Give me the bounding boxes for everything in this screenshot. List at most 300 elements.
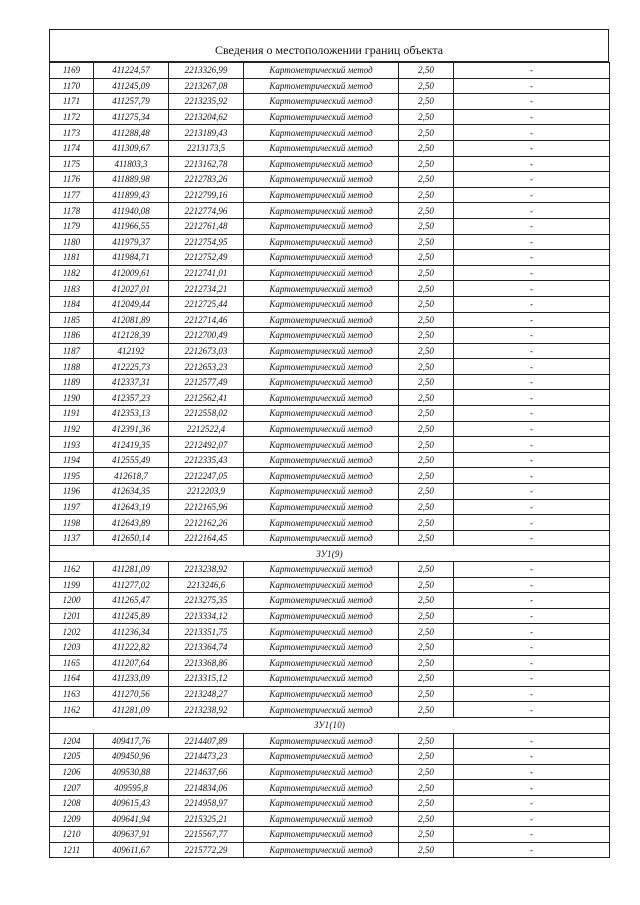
point-number: 1194 — [50, 452, 94, 468]
table-row — [50, 515, 610, 531]
method: Картометрический метод — [244, 499, 399, 515]
description-dash: - — [454, 281, 610, 297]
point-number: 1197 — [50, 499, 94, 515]
table-row — [50, 172, 610, 188]
point-number: 1191 — [50, 406, 94, 422]
description-dash: - — [454, 530, 610, 546]
description-dash: - — [454, 749, 610, 765]
table-row — [50, 686, 610, 702]
coord-y: 2213364,74 — [169, 639, 244, 655]
accuracy: 2,50 — [399, 156, 454, 172]
description-dash: - — [454, 702, 610, 718]
method: Картометрический метод — [244, 795, 399, 811]
point-number: 1173 — [50, 125, 94, 141]
accuracy: 2,50 — [399, 515, 454, 531]
point-number: 1180 — [50, 234, 94, 250]
coord-y: 2212558,02 — [169, 406, 244, 422]
method: Картометрический метод — [244, 374, 399, 390]
table-row — [50, 468, 610, 484]
table-row — [50, 328, 610, 344]
table-row — [50, 125, 610, 141]
table-row — [50, 437, 610, 453]
description-dash: - — [454, 764, 610, 780]
accuracy: 2,50 — [399, 593, 454, 609]
point-number: 1207 — [50, 780, 94, 796]
point-number: 1206 — [50, 764, 94, 780]
accuracy: 2,50 — [399, 764, 454, 780]
method: Картометрический метод — [244, 842, 399, 858]
accuracy: 2,50 — [399, 780, 454, 796]
point-number: 1198 — [50, 515, 94, 531]
coord-x: 412555,49 — [94, 452, 169, 468]
table-row — [50, 484, 610, 500]
accuracy: 2,50 — [399, 140, 454, 156]
coordinates-table — [49, 62, 610, 858]
coord-x: 412049,44 — [94, 296, 169, 312]
point-number: 1208 — [50, 795, 94, 811]
method: Картометрический метод — [244, 655, 399, 671]
coord-y: 2213189,43 — [169, 125, 244, 141]
section-row — [50, 717, 610, 733]
coord-x: 411309,67 — [94, 140, 169, 156]
coord-x: 412337,31 — [94, 374, 169, 390]
accuracy: 2,50 — [399, 78, 454, 94]
point-number: 1205 — [50, 749, 94, 765]
accuracy: 2,50 — [399, 562, 454, 578]
coord-y: 2212741,01 — [169, 265, 244, 281]
point-number: 1181 — [50, 250, 94, 266]
table-row — [50, 562, 610, 578]
coord-x: 411899,43 — [94, 187, 169, 203]
coord-y: 2212653,23 — [169, 359, 244, 375]
description-dash: - — [454, 312, 610, 328]
description-dash: - — [454, 562, 610, 578]
description-dash: - — [454, 109, 610, 125]
coord-y: 2212673,03 — [169, 343, 244, 359]
coord-y: 2213315,12 — [169, 671, 244, 687]
method: Картометрический метод — [244, 468, 399, 484]
coord-x: 411277,02 — [94, 577, 169, 593]
coord-x: 411245,89 — [94, 608, 169, 624]
accuracy: 2,50 — [399, 795, 454, 811]
table-row — [50, 296, 610, 312]
table-row — [50, 795, 610, 811]
description-dash: - — [454, 608, 610, 624]
method: Картометрический метод — [244, 811, 399, 827]
description-dash: - — [454, 639, 610, 655]
coord-y: 2212774,96 — [169, 203, 244, 219]
table-row — [50, 452, 610, 468]
description-dash: - — [454, 125, 610, 141]
coord-y: 2213334,12 — [169, 608, 244, 624]
point-number: 1210 — [50, 827, 94, 843]
method: Картометрический метод — [244, 109, 399, 125]
coord-y: 2212164,45 — [169, 530, 244, 546]
point-number: 1172 — [50, 109, 94, 125]
accuracy: 2,50 — [399, 655, 454, 671]
accuracy: 2,50 — [399, 702, 454, 718]
table-row — [50, 702, 610, 718]
coord-x: 411265,47 — [94, 593, 169, 609]
point-number: 1179 — [50, 218, 94, 234]
method: Картометрический метод — [244, 94, 399, 110]
method: Картометрический метод — [244, 827, 399, 843]
description-dash: - — [454, 328, 610, 344]
accuracy: 2,50 — [399, 125, 454, 141]
accuracy: 2,50 — [399, 203, 454, 219]
point-number: 1190 — [50, 390, 94, 406]
point-number: 1199 — [50, 577, 94, 593]
point-number: 1196 — [50, 484, 94, 500]
point-number: 1201 — [50, 608, 94, 624]
point-number: 1200 — [50, 593, 94, 609]
coord-x: 412027,01 — [94, 281, 169, 297]
table-title: Сведения о местоположении границ объекта — [50, 30, 608, 62]
description-dash: - — [454, 671, 610, 687]
method: Картометрический метод — [244, 312, 399, 328]
point-number: 1169 — [50, 63, 94, 79]
accuracy: 2,50 — [399, 187, 454, 203]
description-dash: - — [454, 140, 610, 156]
method: Картометрический метод — [244, 671, 399, 687]
coord-x: 411889,98 — [94, 172, 169, 188]
table-row — [50, 827, 610, 843]
method: Картометрический метод — [244, 577, 399, 593]
accuracy: 2,50 — [399, 359, 454, 375]
table-row — [50, 156, 610, 172]
table-row — [50, 63, 610, 79]
coord-x: 409641,94 — [94, 811, 169, 827]
point-number: 1186 — [50, 328, 94, 344]
coord-x: 409637,91 — [94, 827, 169, 843]
method: Картометрический метод — [244, 140, 399, 156]
method: Картометрический метод — [244, 530, 399, 546]
coord-x: 411224,57 — [94, 63, 169, 79]
method: Картометрический метод — [244, 203, 399, 219]
table-row — [50, 265, 610, 281]
coordinates-table-body — [50, 63, 610, 858]
coord-y: 2212783,26 — [169, 172, 244, 188]
point-number: 1193 — [50, 437, 94, 453]
coord-x: 409615,43 — [94, 795, 169, 811]
table-row — [50, 577, 610, 593]
point-number: 1195 — [50, 468, 94, 484]
accuracy: 2,50 — [399, 639, 454, 655]
description-dash: - — [454, 577, 610, 593]
table-frame — [49, 29, 609, 62]
coord-y: 2215325,21 — [169, 811, 244, 827]
accuracy: 2,50 — [399, 343, 454, 359]
coord-y: 2212203,9 — [169, 484, 244, 500]
coord-y: 2214473,23 — [169, 749, 244, 765]
method: Картометрический метод — [244, 452, 399, 468]
accuracy: 2,50 — [399, 842, 454, 858]
accuracy: 2,50 — [399, 312, 454, 328]
coord-y: 2212522,4 — [169, 421, 244, 437]
accuracy: 2,50 — [399, 827, 454, 843]
coord-y: 2212162,26 — [169, 515, 244, 531]
point-number: 1165 — [50, 655, 94, 671]
description-dash: - — [454, 250, 610, 266]
accuracy: 2,50 — [399, 452, 454, 468]
description-dash: - — [454, 218, 610, 234]
accuracy: 2,50 — [399, 374, 454, 390]
coord-x: 412192 — [94, 343, 169, 359]
point-number: 1203 — [50, 639, 94, 655]
coord-y: 2212577,49 — [169, 374, 244, 390]
coord-x: 411207,64 — [94, 655, 169, 671]
table-row — [50, 234, 610, 250]
coord-y: 2213238,92 — [169, 562, 244, 578]
method: Картометрический метод — [244, 702, 399, 718]
table-row — [50, 811, 610, 827]
table-row — [50, 671, 610, 687]
point-number: 1202 — [50, 624, 94, 640]
method: Картометрический метод — [244, 639, 399, 655]
coord-y: 2212165,96 — [169, 499, 244, 515]
coord-x: 411803,3 — [94, 156, 169, 172]
coord-y: 2212761,48 — [169, 218, 244, 234]
coord-y: 2212247,05 — [169, 468, 244, 484]
coord-y: 2215772,29 — [169, 842, 244, 858]
coord-y: 2212714,46 — [169, 312, 244, 328]
coord-y: 2213162,78 — [169, 156, 244, 172]
description-dash: - — [454, 811, 610, 827]
coord-x: 412618,7 — [94, 468, 169, 484]
point-number: 1204 — [50, 733, 94, 749]
method: Картометрический метод — [244, 63, 399, 79]
table-row — [50, 281, 610, 297]
method: Картометрический метод — [244, 437, 399, 453]
point-number: 1171 — [50, 94, 94, 110]
description-dash: - — [454, 624, 610, 640]
description-dash: - — [454, 452, 610, 468]
accuracy: 2,50 — [399, 234, 454, 250]
description-dash: - — [454, 296, 610, 312]
point-number: 1162 — [50, 562, 94, 578]
section-row — [50, 546, 610, 562]
point-number: 1137 — [50, 530, 94, 546]
description-dash: - — [454, 187, 610, 203]
description-dash: - — [454, 795, 610, 811]
coord-y: 2213248,27 — [169, 686, 244, 702]
table-row — [50, 733, 610, 749]
table-row — [50, 530, 610, 546]
coord-y: 2212752,49 — [169, 250, 244, 266]
method: Картометрический метод — [244, 562, 399, 578]
coord-y: 2215567,77 — [169, 827, 244, 843]
description-dash: - — [454, 374, 610, 390]
coord-x: 412650,14 — [94, 530, 169, 546]
table-row — [50, 655, 610, 671]
point-number: 1175 — [50, 156, 94, 172]
coord-y: 2213267,08 — [169, 78, 244, 94]
point-number: 1209 — [50, 811, 94, 827]
point-number: 1183 — [50, 281, 94, 297]
accuracy: 2,50 — [399, 608, 454, 624]
coord-x: 411275,34 — [94, 109, 169, 125]
description-dash: - — [454, 655, 610, 671]
table-row — [50, 78, 610, 94]
table-row — [50, 218, 610, 234]
table-row — [50, 94, 610, 110]
accuracy: 2,50 — [399, 749, 454, 765]
coord-x: 412128,39 — [94, 328, 169, 344]
table-row — [50, 499, 610, 515]
coord-x: 412353,13 — [94, 406, 169, 422]
coord-x: 409595,8 — [94, 780, 169, 796]
coord-x: 412357,23 — [94, 390, 169, 406]
table-row — [50, 608, 610, 624]
point-number: 1176 — [50, 172, 94, 188]
accuracy: 2,50 — [399, 686, 454, 702]
method: Картометрический метод — [244, 359, 399, 375]
point-number: 1162 — [50, 702, 94, 718]
method: Картометрический метод — [244, 343, 399, 359]
method: Картометрический метод — [244, 250, 399, 266]
coord-x: 409450,96 — [94, 749, 169, 765]
description-dash: - — [454, 78, 610, 94]
coord-y: 2213351,75 — [169, 624, 244, 640]
coord-y: 2212725,44 — [169, 296, 244, 312]
coord-y: 2213368,86 — [169, 655, 244, 671]
description-dash: - — [454, 63, 610, 79]
accuracy: 2,50 — [399, 733, 454, 749]
table-row — [50, 203, 610, 219]
description-dash: - — [454, 437, 610, 453]
method: Картометрический метод — [244, 234, 399, 250]
method: Картометрический метод — [244, 125, 399, 141]
point-number: 1187 — [50, 343, 94, 359]
coord-x: 411270,56 — [94, 686, 169, 702]
coord-x: 411245,09 — [94, 78, 169, 94]
description-dash: - — [454, 686, 610, 702]
coord-y: 2214407,89 — [169, 733, 244, 749]
coord-y: 2213235,92 — [169, 94, 244, 110]
description-dash: - — [454, 390, 610, 406]
method: Картометрический метод — [244, 686, 399, 702]
method: Картометрический метод — [244, 156, 399, 172]
description-dash: - — [454, 499, 610, 515]
coord-y: 2213246,6 — [169, 577, 244, 593]
table-row — [50, 842, 610, 858]
coord-y: 2212562,41 — [169, 390, 244, 406]
table-row — [50, 109, 610, 125]
accuracy: 2,50 — [399, 811, 454, 827]
method: Картометрический метод — [244, 624, 399, 640]
table-row — [50, 343, 610, 359]
coord-y: 2212799,16 — [169, 187, 244, 203]
coord-x: 411236,34 — [94, 624, 169, 640]
accuracy: 2,50 — [399, 499, 454, 515]
coord-x: 411966,55 — [94, 218, 169, 234]
method: Картометрический метод — [244, 172, 399, 188]
document-page — [49, 29, 609, 858]
accuracy: 2,50 — [399, 281, 454, 297]
table-row — [50, 250, 610, 266]
coord-x: 412634,35 — [94, 484, 169, 500]
accuracy: 2,50 — [399, 94, 454, 110]
method: Картометрический метод — [244, 780, 399, 796]
point-number: 1185 — [50, 312, 94, 328]
coord-x: 411281,09 — [94, 702, 169, 718]
table-row — [50, 359, 610, 375]
coord-x: 412009,61 — [94, 265, 169, 281]
coord-y: 2212754,95 — [169, 234, 244, 250]
description-dash: - — [454, 780, 610, 796]
table-row — [50, 312, 610, 328]
coord-x: 409611,67 — [94, 842, 169, 858]
accuracy: 2,50 — [399, 250, 454, 266]
accuracy: 2,50 — [399, 530, 454, 546]
point-number: 1178 — [50, 203, 94, 219]
point-number: 1188 — [50, 359, 94, 375]
table-row — [50, 140, 610, 156]
table-row — [50, 764, 610, 780]
description-dash: - — [454, 733, 610, 749]
method: Картометрический метод — [244, 187, 399, 203]
method: Картометрический метод — [244, 78, 399, 94]
accuracy: 2,50 — [399, 577, 454, 593]
coord-x: 411233,09 — [94, 671, 169, 687]
coord-x: 411940,08 — [94, 203, 169, 219]
coord-x: 411979,37 — [94, 234, 169, 250]
point-number: 1164 — [50, 671, 94, 687]
accuracy: 2,50 — [399, 421, 454, 437]
coord-x: 409530,88 — [94, 764, 169, 780]
method: Картометрический метод — [244, 608, 399, 624]
accuracy: 2,50 — [399, 624, 454, 640]
description-dash: - — [454, 406, 610, 422]
table-row — [50, 749, 610, 765]
accuracy: 2,50 — [399, 468, 454, 484]
point-number: 1184 — [50, 296, 94, 312]
accuracy: 2,50 — [399, 390, 454, 406]
accuracy: 2,50 — [399, 296, 454, 312]
coord-x: 409417,76 — [94, 733, 169, 749]
section-label: ЗУ1(9) — [50, 546, 610, 562]
coord-x: 411984,71 — [94, 250, 169, 266]
description-dash: - — [454, 515, 610, 531]
coord-y: 2213326,99 — [169, 63, 244, 79]
method: Картометрический метод — [244, 764, 399, 780]
accuracy: 2,50 — [399, 484, 454, 500]
accuracy: 2,50 — [399, 406, 454, 422]
table-row — [50, 624, 610, 640]
coord-x: 411288,48 — [94, 125, 169, 141]
description-dash: - — [454, 156, 610, 172]
method: Картометрический метод — [244, 390, 399, 406]
table-row — [50, 187, 610, 203]
method: Картометрический метод — [244, 733, 399, 749]
description-dash: - — [454, 593, 610, 609]
coord-y: 2212700,49 — [169, 328, 244, 344]
accuracy: 2,50 — [399, 328, 454, 344]
accuracy: 2,50 — [399, 265, 454, 281]
coord-y: 2212492,07 — [169, 437, 244, 453]
method: Картометрический метод — [244, 328, 399, 344]
method: Картометрический метод — [244, 265, 399, 281]
table-row — [50, 406, 610, 422]
coord-y: 2212734,21 — [169, 281, 244, 297]
point-number: 1211 — [50, 842, 94, 858]
coord-x: 412225,73 — [94, 359, 169, 375]
coord-y: 2214958,97 — [169, 795, 244, 811]
section-label: ЗУ1(10) — [50, 717, 610, 733]
point-number: 1189 — [50, 374, 94, 390]
accuracy: 2,50 — [399, 172, 454, 188]
method: Картометрический метод — [244, 515, 399, 531]
